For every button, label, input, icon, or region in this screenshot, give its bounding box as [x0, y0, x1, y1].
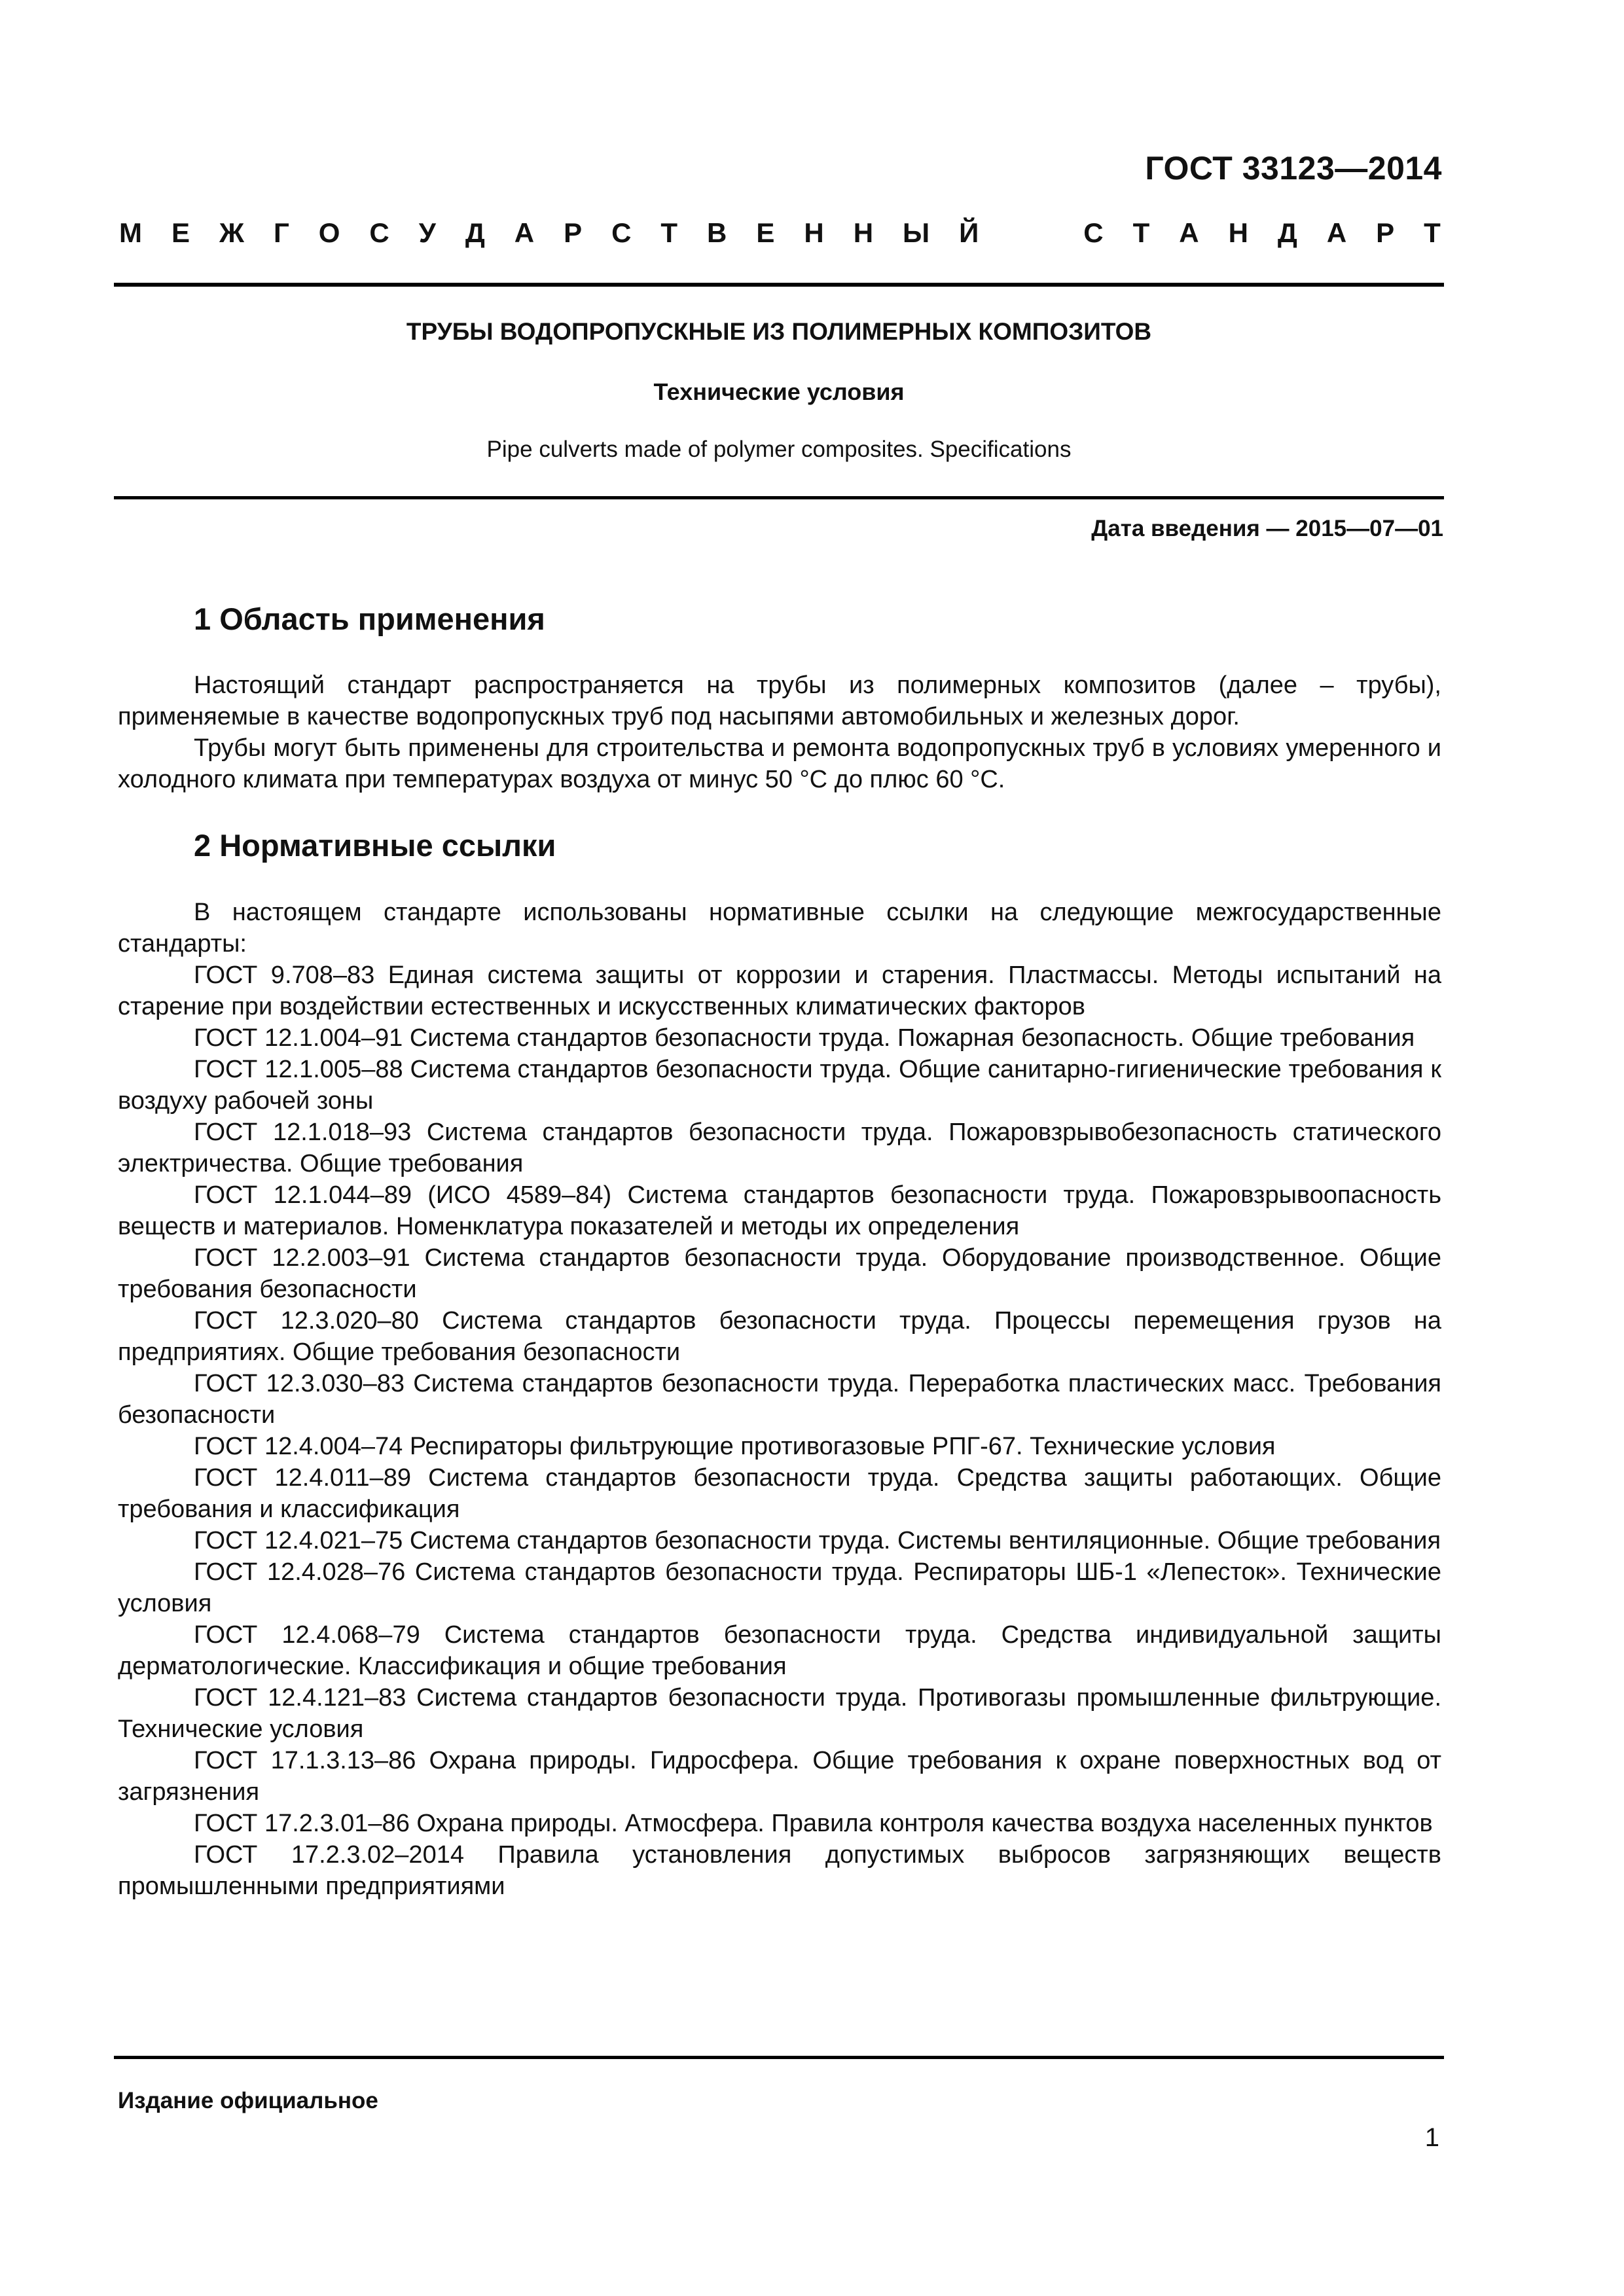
paragraph: Настоящий стандарт распространяется на трубы из полимерных композитов (далее – трубы), применяемые в качестве водопропускных труб под насыпями автомобильных и железных дорог. [118, 672, 1441, 730]
interstate-standard-banner [119, 217, 1441, 249]
reference-item: ГОСТ 12.4.068–79 Система стандартов безопасности труда. Средства индивидуальной защиты дерматологические. Классификация и общие требования [118, 1621, 1441, 1680]
banner-letter: Т [660, 217, 678, 248]
banner-letter: Й [959, 217, 979, 248]
document-title: ТРУБЫ ВОДОПРОПУСКНЫЕ ИЗ ПОЛИМЕРНЫХ КОМПОЗИТОВ [406, 318, 1152, 345]
reference-item: ГОСТ 12.4.021–75 Система стандартов безопасности труда. Системы вентиляционные. Общие требования [194, 1527, 1441, 1554]
banner-letter: Т [1132, 217, 1150, 248]
banner-letter: Г [273, 217, 289, 248]
section-body [118, 670, 1441, 795]
banner-letter: В [707, 217, 727, 248]
paragraph: В настоящем стандарте использованы нормативные ссылки на следующие межгосударственные стандарты: [118, 899, 1441, 958]
banner-letter: Н [1228, 217, 1248, 248]
banner-letter: Н [804, 217, 824, 248]
reference-item: ГОСТ 12.1.044–89 (ИСО 4589–84) Система стандартов безопасности труда. Пожаровзрывоопасность веществ и материалов. Номенклатура показателей и методы их определения [118, 1181, 1441, 1240]
reference-item: ГОСТ 12.3.030–83 Система стандартов безопасности труда. Переработка пластических масс. Требования безопасности [118, 1370, 1441, 1429]
banner-letter: С [1083, 217, 1104, 248]
reference-item: ГОСТ 12.4.028–76 Система стандартов безопасности труда. Респираторы ШБ-1 «Лепесток». Технические условия [118, 1558, 1441, 1617]
reference-item: ГОСТ 12.3.020–80 Система стандартов безопасности труда. Процессы перемещения грузов на предприятиях. Общие требования безопасности [118, 1307, 1441, 1366]
reference-item: ГОСТ 17.2.3.02–2014 Правила установления допустимых выбросов загрязняющих веществ промышленными предприятиями [118, 1841, 1441, 1900]
banner-letter: С [611, 217, 632, 248]
standard-number: ГОСТ 33123—2014 [1145, 150, 1442, 187]
divider-line [114, 283, 1444, 287]
divider-line [114, 2056, 1444, 2059]
document-subtitle: Технические условия [653, 378, 905, 405]
banner-letter: Ы [903, 217, 930, 248]
banner-letter: М [119, 217, 142, 248]
banner-letter: С [369, 217, 389, 248]
banner-letter: О [318, 217, 340, 248]
paragraph: Трубы могут быть применены для строительства и ремонта водопропускных труб в условиях умеренного и холодного климата при температурах воздуха от минус 50 °С до плюс 60 °С. [118, 734, 1441, 793]
banner-letter: Е [756, 217, 775, 248]
banner-letter: У [418, 217, 436, 248]
banner-letter: А [1326, 217, 1347, 248]
banner-letter: Д [1277, 217, 1297, 248]
banner-word-gap [1008, 217, 1054, 249]
reference-item: ГОСТ 12.1.018–93 Система стандартов безопасности труда. Пожаровзрывобезопасность статического электричества. Общие требования [118, 1119, 1441, 1177]
reference-item: ГОСТ 9.708–83 Единая система защиты от коррозии и старения. Пластмассы. Методы испытаний на старение при воздействии естественных и искусственных климатических факторов [118, 961, 1441, 1020]
page-number: 1 [1424, 2123, 1439, 2152]
reference-item: ГОСТ 12.1.004–91 Система стандартов безопасности труда. Пожарная безопасность. Общие требования [194, 1024, 1415, 1052]
divider-line [114, 496, 1444, 499]
banner-letter: Е [171, 217, 190, 248]
banner-letter: Р [564, 217, 583, 248]
reference-item: ГОСТ 12.2.003–91 Система стандартов безопасности труда. Оборудование производственное. Общие требования безопасности [118, 1244, 1441, 1303]
banner-letter: Н [853, 217, 874, 248]
banner-letter: А [514, 217, 535, 248]
banner-letter: Ж [219, 217, 244, 248]
reference-item: ГОСТ 12.4.011–89 Система стандартов безопасности труда. Средства защиты работающих. Общие требования и классификация [118, 1464, 1441, 1523]
introduction-date: Дата введения — 2015—07—01 [1091, 516, 1443, 541]
banner-letter: Р [1376, 217, 1395, 248]
banner-letter: Т [1424, 217, 1441, 248]
official-edition-label: Издание официальное [118, 2088, 378, 2113]
section-heading: 1 Область применения [194, 601, 545, 636]
reference-item: ГОСТ 12.1.005–88 Система стандартов безопасности труда. Общие санитарно-гигиенические требования к воздуху рабочей зоны [118, 1056, 1441, 1115]
normative-references-list [118, 897, 1441, 1902]
section-heading: 2 Нормативные ссылки [194, 828, 556, 863]
reference-item: ГОСТ 12.4.121–83 Система стандартов безопасности труда. Противогазы промышленные фильтрующие. Технические условия [118, 1684, 1441, 1743]
reference-item: ГОСТ 17.2.3.01–86 Охрана природы. Атмосфера. Правила контроля качества воздуха населенных пунктов [194, 1810, 1433, 1837]
reference-item: ГОСТ 17.1.3.13–86 Охрана природы. Гидросфера. Общие требования к охране поверхностных вод от загрязнения [118, 1747, 1441, 1806]
english-title: Pipe culverts made of polymer composites. Specifications [486, 437, 1072, 462]
banner-letter: А [1179, 217, 1199, 248]
reference-item: ГОСТ 12.4.004–74 Респираторы фильтрующие противогазовые РПГ-67. Технические условия [194, 1433, 1276, 1460]
banner-letter: Д [465, 217, 485, 248]
